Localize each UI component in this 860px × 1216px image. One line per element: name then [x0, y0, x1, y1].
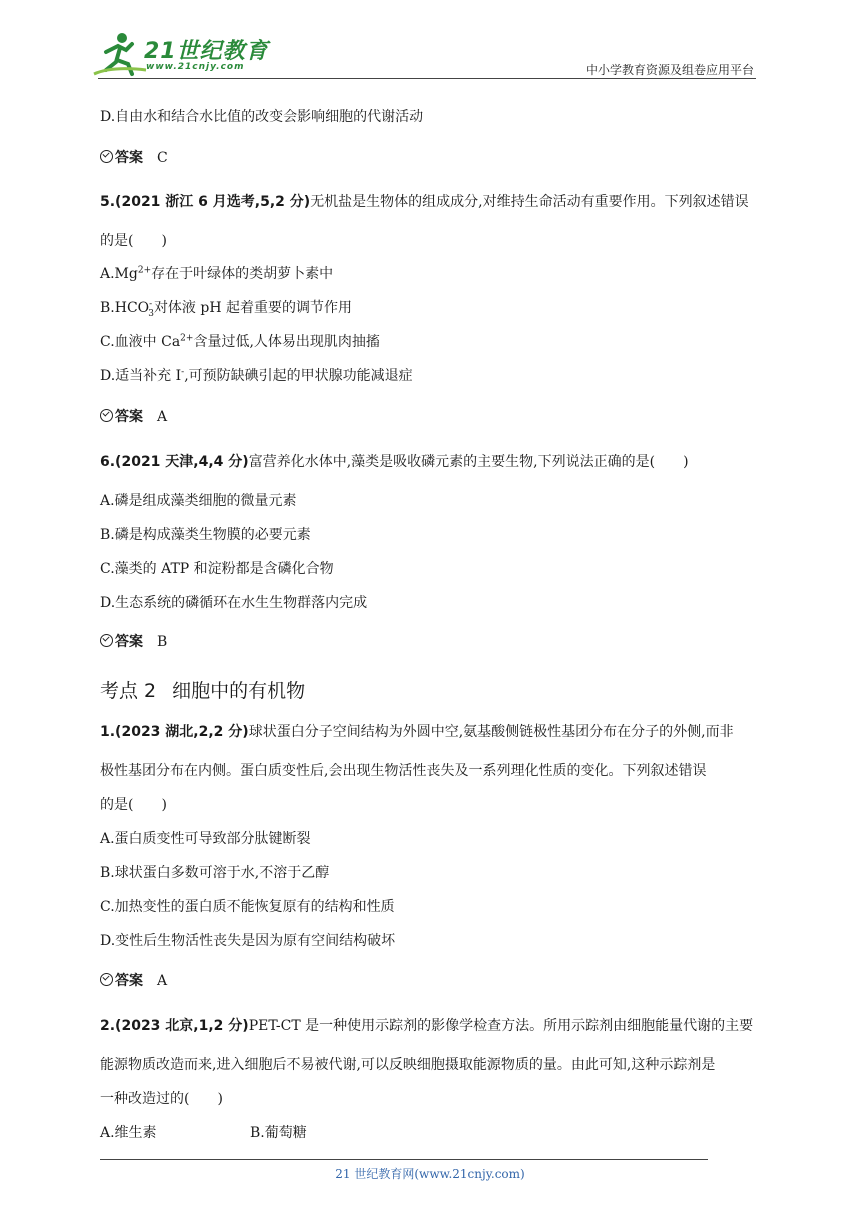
q6-option-c: C.藻类的 ATP 和淀粉都是含磷化合物: [100, 561, 334, 577]
s2q1-option-b: B.球状蛋白多数可溶于水,不溶于乙醇: [100, 865, 330, 881]
s2q1-answer: [100, 970, 167, 990]
footer-text: 21 世纪教育网(www.21cnjy.com): [335, 1167, 525, 1181]
q5-option-c: C.血液中 $Ca^{2+}$含量过低,人体易出现肌肉抽搐: [100, 333, 380, 350]
q5-option-b: $B.HCO^-_3$对体液 pH 起着重要的调节作用: [100, 299, 353, 319]
q5-stem-line-1: [100, 191, 749, 211]
q5-option-a: $A.Mg^{2+}$存在于叶绿体的类胡萝卜素中: [100, 265, 334, 282]
answer-label: 答案: [115, 973, 143, 989]
q5-stem-line-2: 的是( ): [100, 233, 167, 249]
q6-option-d: D.生态系统的磷循环在水生生物群落内完成: [100, 595, 368, 611]
s2q1-stem-line-3: 的是( ): [100, 797, 167, 813]
answer-value: C: [157, 150, 168, 166]
s2q1-option-a: A.蛋白质变性可导致部分肽键断裂: [100, 831, 311, 847]
page-header: [0, 0, 860, 84]
check-circle-icon: [100, 973, 113, 986]
platform-title: 中小学教育资源及组卷应用平台: [585, 63, 754, 77]
logo-url: www.21cnjy.com: [146, 62, 245, 72]
s2q2-source: 2.(2023 北京,1,2 分): [100, 1018, 249, 1034]
q6-source: 6.(2021 天津,4,4 分): [100, 454, 249, 470]
s2q1-option-d: D.变性后生物活性丧失是因为原有空间结构破坏: [100, 933, 396, 949]
q6-answer: [100, 631, 167, 651]
s2q2-option-b: B.葡萄糖: [250, 1125, 307, 1141]
s2q1-source: 1.(2023 湖北,2,2 分): [100, 724, 249, 740]
q5-source: 5.(2021 浙江 6 月选考,5,2 分): [100, 194, 311, 210]
section-number: 考点 2: [100, 680, 157, 702]
footer-divider: [100, 1159, 708, 1160]
s2q1-option-c: C.加热变性的蛋白质不能恢复原有的结构和性质: [100, 899, 395, 915]
site-logo: [92, 30, 269, 78]
answer-value: B: [157, 634, 168, 650]
answer-value: A: [157, 973, 168, 989]
header-divider: [98, 78, 756, 79]
answer-label: 答案: [115, 634, 143, 650]
check-circle-icon: [100, 634, 113, 647]
q5-stem-text-1: 无机盐是生物体的组成成分,对维持生命活动有重要作用。下列叙述错误: [310, 194, 749, 210]
check-circle-icon: [100, 409, 113, 422]
s2q1-stem-line-1: [100, 721, 734, 741]
s2q2-stem-text-1: PET-CT 是一种使用示踪剂的影像学检查方法。所用示踪剂由细胞能量代谢的主要: [248, 1018, 754, 1034]
answer-label: 答案: [115, 409, 143, 425]
s2q2-stem-line-3: 一种改造过的( ): [100, 1091, 223, 1107]
q6-option-b: B.磷是构成藻类生物膜的必要元素: [100, 527, 311, 543]
answer-value: A: [157, 409, 168, 425]
answer-label: 答案: [115, 150, 143, 166]
check-circle-icon: [100, 150, 113, 163]
s2q1-stem-line-2: 极性基团分布在内侧。蛋白质变性后,会出现生物活性丧失及一系列理化性质的变化。下列叙述错误: [100, 763, 707, 779]
section-title: 细胞中的有机物: [172, 680, 306, 702]
q5-option-d: D.适当补充 I-,可预防缺碘引起的甲状腺功能减退症: [100, 367, 413, 384]
section-heading: [100, 676, 305, 703]
q5-answer: [100, 406, 167, 426]
s2q2-option-a: A.维生素: [100, 1125, 157, 1141]
q4-option-d: D.自由水和结合水比值的改变会影响细胞的代谢活动: [100, 109, 424, 125]
q4-answer: [100, 147, 168, 167]
logo-text: 21世纪教育: [144, 39, 269, 64]
s2q2-stem-line-2: 能源物质改造而来,进入细胞后不易被代谢,可以反映细胞摄取能源物质的量。由此可知,这种示踪剂是: [100, 1057, 716, 1073]
q6-stem-text: 富营养化水体中,藻类是吸收磷元素的主要生物,下列说法正确的是( ): [248, 454, 689, 470]
q6-option-a: A.磷是组成藻类细胞的微量元素: [100, 493, 297, 509]
s2q2-stem-line-1: [100, 1015, 753, 1035]
q6-stem: [100, 451, 689, 471]
s2q1-stem-text-1: 球状蛋白分子空间结构为外圆中空,氨基酸侧链极性基团分布在分子的外侧,而非: [248, 724, 734, 740]
runner-logo-icon: [92, 30, 148, 78]
